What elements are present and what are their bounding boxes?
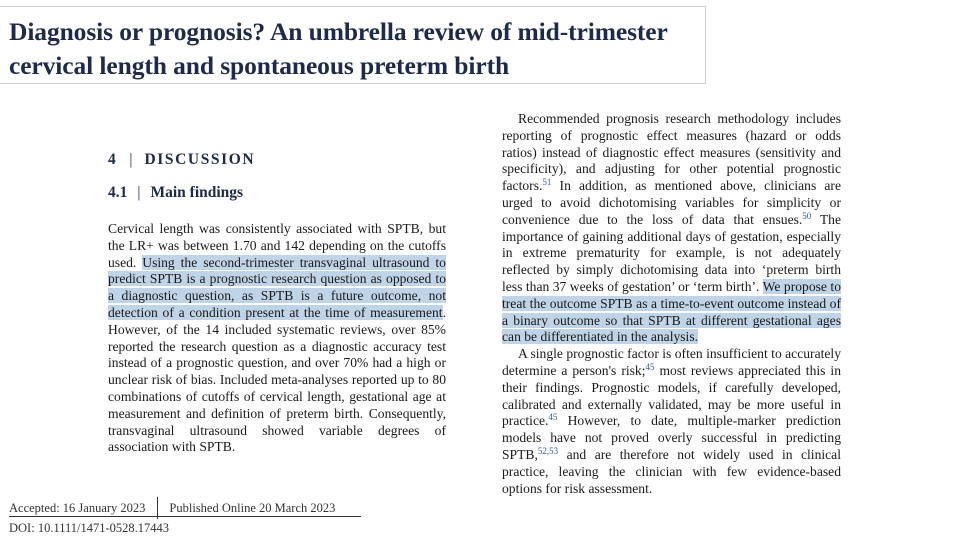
body-text: A single prognostic factor is often insufficient to accurately determine a person's risk; [502, 346, 841, 378]
accepted-date: Accepted: 16 January 2023 [9, 501, 146, 515]
body-text: and are therefore not widely used in clinical practice, leaving the clinician with few evidence-based options for risk assessment. [502, 446, 841, 496]
body-text: Recommended prognosis research methodology includes reporting of prognostic effect measures (hazard or odds ratios) instead of diagnostic effect measures (sensitivity and specificity), and adjusting for other potential prognostic factors. [502, 111, 841, 194]
reference-link[interactable]: 51 [542, 177, 552, 188]
reference-link[interactable]: 45 [645, 361, 655, 372]
reference-link[interactable]: 52,53 [537, 445, 559, 456]
section-number: 4 [108, 151, 118, 168]
article-title-box [0, 6, 706, 84]
reference-link[interactable]: 45 [548, 412, 558, 423]
body-text: In addition, as mentioned above, clinicians are urged to avoid dichotomising variables for simplicity or convenience due to the loss of data that ensues. [502, 178, 841, 227]
section-heading [108, 151, 255, 169]
doi-text: DOI: 10.1111/1471-0528.17443 [9, 521, 170, 535]
subsection-name: Main findings [150, 184, 244, 201]
main-findings-paragraph [108, 221, 446, 456]
article-title-line-2: cervical length and spontaneous preterm birth [9, 51, 510, 80]
subsection-number: 4.1 [108, 184, 128, 201]
body-text: . However, of the 14 included systematic reviews, over 85% reported the research question as a diagnostic accuracy test instead of a prognostic question, and over 70% had a high or unclear risk of bias. Included meta-analyses reported up to 80 combinations of cutoffs of cervical length, gestational age at measurement and definition of preterm birth. Consequently, transvaginal ultrasound showed variable degrees of association with SPTB. [108, 304, 446, 455]
section-name: DISCUSSION [144, 151, 256, 168]
subsection-heading [108, 184, 243, 202]
prognostic-models-paragraph [502, 346, 841, 497]
article-title-line-1: Diagnosis or prognosis? An umbrella review of mid-trimester [9, 17, 668, 46]
subsection-separator: | [137, 184, 141, 201]
body-text: The importance of gaining additional days of gestation, especially in extreme prematurity for example, is not adequately reflected by simply dichotomising data into ‘preterm birth less than 37 weeks of gestation’ or ‘term birth’. [502, 211, 841, 294]
right-column [502, 111, 841, 497]
highlighted-text: We propose to treat the outcome SPTB as a time-to-event outcome instead of a binary outcome so that SPTB at different gestational ages can be differentiated in the analysis. [502, 278, 842, 345]
highlighted-text: Using the second-trimester transvaginal ultrasound to predict SPTB is a prognostic research question as opposed to a diagnostic question, as SPTB is a future outcome, not detection of a condition present at the time of measurement [108, 254, 446, 320]
left-column [108, 221, 446, 456]
article-title [9, 15, 705, 83]
section-separator: | [129, 151, 133, 168]
methodology-paragraph [502, 111, 841, 346]
footer-rule [9, 516, 361, 517]
body-text: However, to date, multiple-marker prediction models have not proved overly successful in predicting SPTB, [502, 413, 841, 462]
body-text: most reviews appreciated this in their findings. Prognostic models, if carefully developed, calibrated and externally validated, may be more useful in practice. [502, 362, 841, 429]
reference-link[interactable]: 50 [802, 210, 812, 221]
published-date: Published Online 20 March 2023 [169, 501, 336, 515]
body-text: Cervical length was consistently associated with SPTB, but the LR+ was between 1.70 and 142 depending on the cutoffs used. [108, 221, 446, 270]
